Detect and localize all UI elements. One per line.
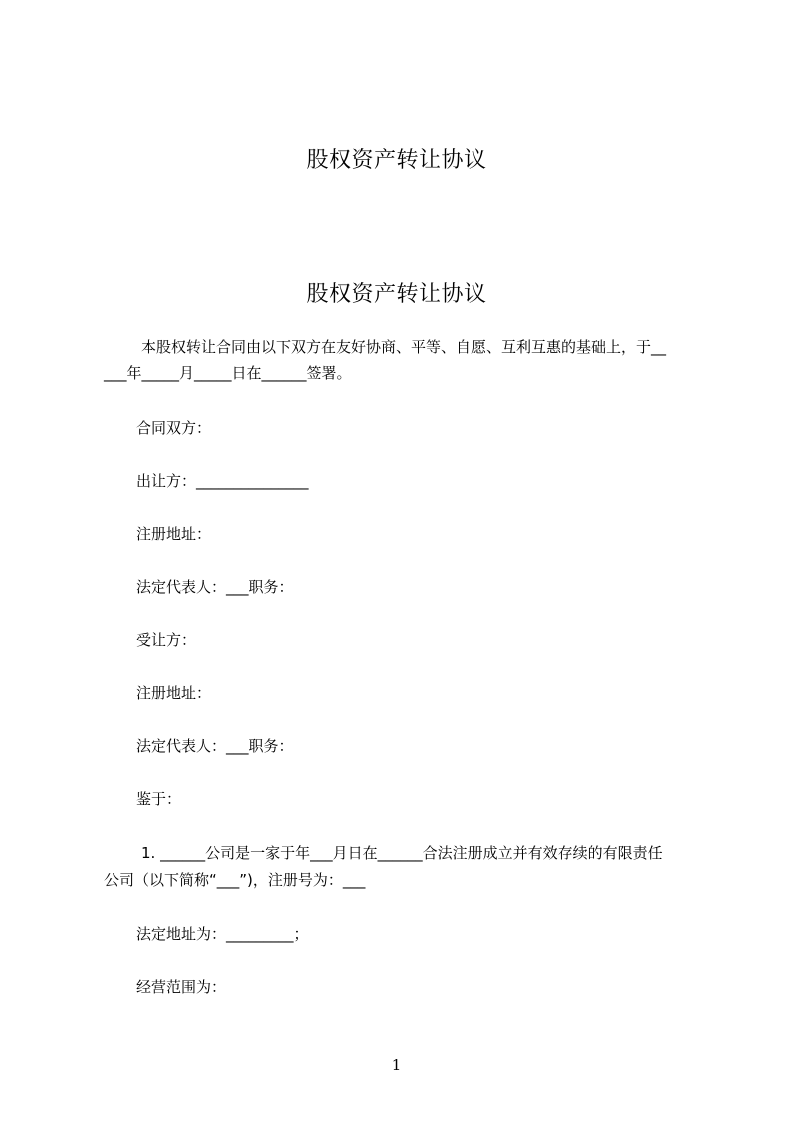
transferor-address-line: 注册地址： xyxy=(136,525,212,543)
business-scope-line: 经营范围为： xyxy=(136,978,227,996)
parties-heading: 合同双方： xyxy=(136,419,212,437)
transferor-representative-line: 法定代表人：___职务： xyxy=(136,578,294,596)
main-title: 股权资产转让协议 xyxy=(306,282,487,307)
clause-1-line-1: 1. ______公司是一家于年___月日在______合法注册成立并有效存续的有限责任 xyxy=(141,844,663,862)
legal-address-line: 法定地址为：_________； xyxy=(136,925,309,943)
transferee-address-line: 注册地址： xyxy=(136,684,212,702)
transferor-line: 出让方：_______________ xyxy=(136,472,309,490)
whereas-heading: 鉴于： xyxy=(136,790,182,808)
clause-1-line-2: 公司（以下简称“___”)，注册号为：___ xyxy=(104,871,366,889)
paragraph-intro-line-1: 本股权转让合同由以下双方在友好协商、平等、自愿、互利互惠的基础上，于__ xyxy=(141,338,667,356)
page-number: 1 xyxy=(391,1056,402,1074)
paragraph-intro-line-2: ___年_____月_____日在______签署。 xyxy=(104,364,352,382)
transferee-line: 受让方： xyxy=(136,631,197,649)
header-title: 股权资产转让协议 xyxy=(306,148,487,173)
transferee-representative-line: 法定代表人：___职务： xyxy=(136,737,294,755)
